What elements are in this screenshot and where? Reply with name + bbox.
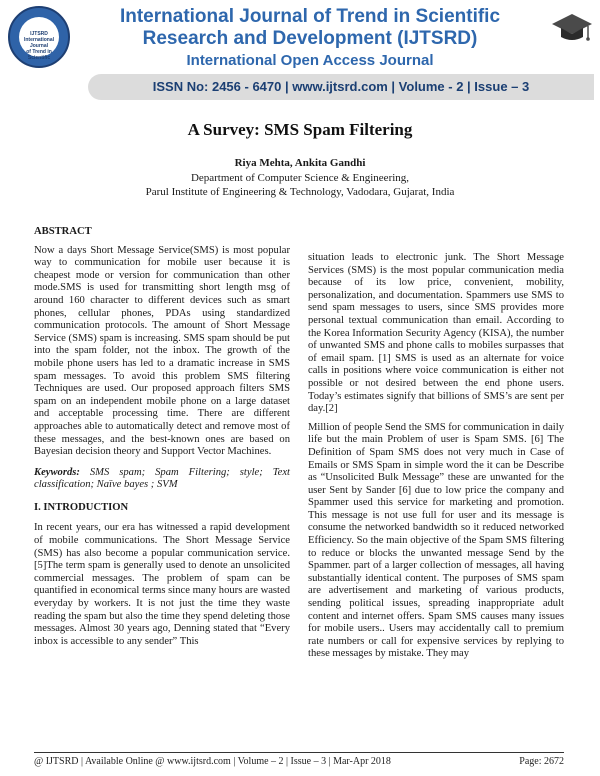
paper-title: A Survey: SMS Spam Filtering — [187, 120, 413, 139]
journal-header — [0, 0, 600, 108]
right-column-para-2: Million of people Send the SMS for communication in daily life but the main Problem of user is Spam SMS. [6] The Definition of Spam SMS does not very much in Case of Emails or SMS Spam in simple word the it can be Describe as “Unsolicited Bulk Message” these are unwanted for the user Sent by Sander [6] due to low price the company and Spammer used this service for marketing and promotion. This message is not use full for user and its message is consume the networked bandwidth so it reduced networked Efficiency. So the main objective of the Spam SMS filtering to reduce or blocks the unwanted message Send by the Spammer. part of a larger collection of messages, all having substantially identical content. The purposes of SMS spam are advertisement and marketing of various products, sending political issues, spreading inappropriate adult content and internet offers. Spam SMS causes many issues for mobile users.. Users may accidentally call to premium rate numbers or call for expensive services by replying to these messages by mistake. They may — [308, 421, 564, 660]
right-column-para-1: situation leads to electronic junk. The Short Message Services (SMS) is the most popular communication media because of its low price, convenient, mobility, personalization, and documentation. Spammers use SMS to send spam messages to users, since SMS provides more personal textual communication than email. According to the Korea Information Security Agency (KISA), the number of unwanted SMS and phone calls to mobiles surpasses that of email spam. [1] SMS is used as an alternate for voice calls in positions where voice communication is either not possible or not desired between the end phone users. Today’s estimates signify that billions of SMS’s are sent per day.[2] — [308, 252, 564, 415]
keywords — [34, 467, 290, 492]
left-column — [34, 226, 290, 648]
introduction-para-1: In recent years, our era has witnessed a rapid development of mobile communications. The Short Message Service (SMS) has also become a popular communication service.[5]The term spam is generally used to denote an unsolicited commercial messages. The problem of spam can be quantified in economical terms since many hours are wasted everyday by workers. It is not just the time they waste reading the spam but also the time they spend deleting those messages. Almost 30 years ago, Denning stated that “Every inbox is accessible to any sender” This — [34, 522, 290, 647]
keywords-text: SMS spam; Spam Filtering; style; Text classification; Naïve bayes ; SVM — [34, 466, 290, 491]
abstract-text: Now a days Short Message Service(SMS) is most popular way to communication for mobile user because it is cheapest mode or version for communication than other mode.SMS is used for transmitting short length msg of around 160 character to different devices such as smart phones, cellular phones, PDAs using standardized communication protocols. The amount of Short Message Service (SMS) spam is increasing. SMS spam should be put into the spam folder, not the inbox. The growth of the mobile phone users has led to a dramatic increase in SMS spam messages. To avoid this problem SMS filtering Techniques are used. Our proposed approach filters SMS spam on an independent mobile phone on a large dataset and acceptable processing time. There are different approaches able to automatically detect and remove most of these messages, and the best-known ones are based on Bayesian decision theory and Support Vector Machines. — [34, 244, 290, 458]
graduation-cap-icon — [552, 10, 592, 46]
affiliation-institute: Parul Institute of Engineering & Technology, Vadodara, Gujarat, India — [145, 186, 455, 198]
issn-bar — [88, 74, 594, 100]
introduction-heading: I. INTRODUCTION — [34, 501, 129, 513]
journal-subtitle: International Open Access Journal — [186, 52, 434, 69]
footer-citation: @ IJTSRD | Available Online @ www.ijtsrd.com | Volume – 2 | Issue – 3 | Mar-Apr 2018 — [34, 756, 391, 767]
journal-seal-logo — [8, 6, 70, 68]
page-number: Page: 2672 — [519, 756, 564, 767]
keywords-label: Keywords: — [34, 466, 80, 478]
footer-divider — [34, 752, 564, 753]
journal-title: International Journal of Trend in Scientific Research and Development (IJTSRD) — [119, 6, 501, 49]
issn-text: ISSN No: 2456 - 6470 | www.ijtsrd.com | Volume - 2 | Issue – 3 — [152, 79, 530, 94]
right-column — [308, 252, 564, 661]
seal-lettering: IJTSRD International Journal of Trend in Scientific — [23, 31, 54, 61]
paper-authors: Riya Mehta, Ankita Gandhi — [234, 157, 366, 169]
affiliation-department: Department of Computer Science & Engineering, — [190, 172, 410, 184]
abstract-heading: ABSTRACT — [34, 226, 92, 237]
